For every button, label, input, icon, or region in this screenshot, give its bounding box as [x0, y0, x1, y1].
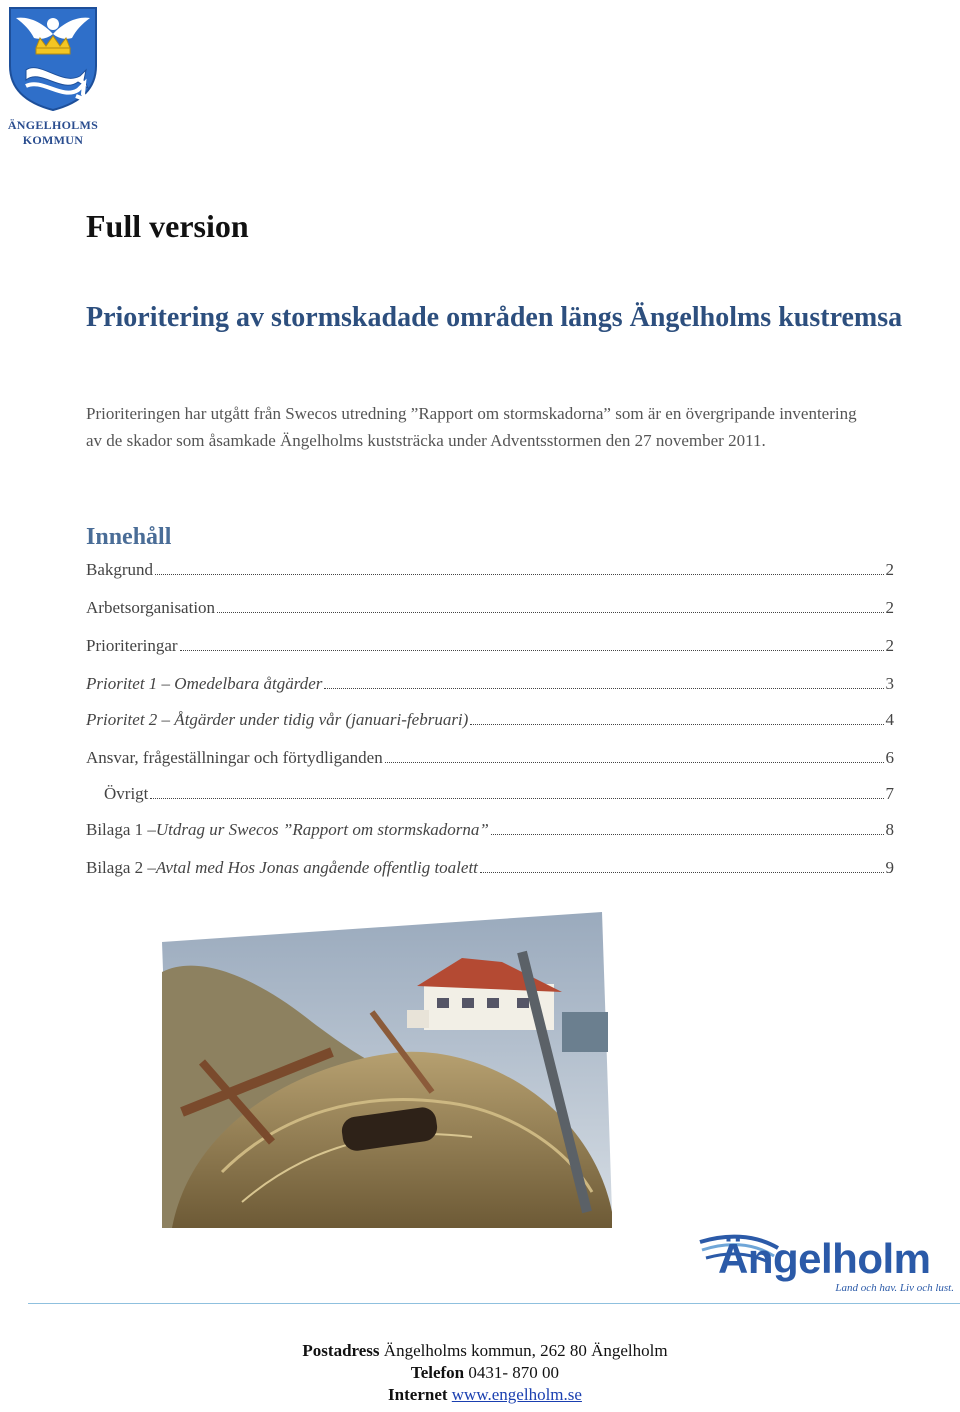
toc-leader: [470, 723, 883, 725]
footer-postal-value: Ängelholms kommun, 262 80 Ängelholm: [383, 1341, 668, 1360]
toc-entry-text: Avtal med Hos Jonas angående offentlig toalett: [155, 858, 478, 877]
footer-web-label: Internet: [388, 1385, 448, 1404]
crest-name-line2: KOMMUN: [22, 133, 84, 147]
toc-leader: [180, 649, 884, 651]
toc-entry-page: 3: [885, 674, 894, 693]
crest-name: [0, 118, 106, 148]
toc-entry-page: 9: [885, 858, 894, 877]
document-version: Full version: [86, 208, 249, 244]
toc-leader: [217, 611, 883, 613]
toc-heading: Innehåll: [86, 524, 172, 550]
footer-contact: [0, 1340, 960, 1406]
toc-entry-prefix: Bilaga 2 –: [86, 858, 156, 877]
toc-entry-text: Prioritet 2 – Åtgärder under tidig vår (januari-februari): [86, 710, 469, 729]
brand-name: Ängelholm: [718, 1235, 931, 1282]
toc-entry-page: 7: [885, 784, 894, 803]
toc-leader: [480, 871, 884, 873]
storm-damage-photo: [162, 912, 612, 1228]
toc-leader: [491, 833, 884, 835]
toc-entry-text: Bakgrund: [86, 560, 154, 579]
toc-entry-ansvar[interactable]: [86, 748, 894, 774]
toc-leader: [385, 761, 884, 763]
toc-entry-prefix: Bilaga 1 –: [86, 820, 156, 839]
brand-tagline: Land och hav. Liv och lust.: [835, 1282, 954, 1294]
footer-phone-value: 0431- 870 00: [468, 1363, 560, 1382]
document-title: Prioritering av stormskadade områden längs Ängelholms kustremsa: [86, 302, 903, 333]
toc-leader: [324, 687, 883, 689]
footer-web: [0, 1384, 960, 1406]
footer-web-link[interactable]: www.engelholm.se: [451, 1385, 582, 1404]
toc-entry-bilaga-1[interactable]: [86, 820, 894, 846]
toc-entry-ovrigt[interactable]: [104, 784, 894, 810]
toc-entry-page: 2: [885, 598, 894, 617]
toc-entry-page: 2: [885, 636, 894, 655]
toc-entry-arbetsorganisation[interactable]: [86, 598, 894, 624]
toc-entry-prioritet-1[interactable]: [86, 674, 894, 700]
toc-entry-page: 4: [885, 710, 894, 729]
toc-leader: [155, 573, 883, 575]
toc-entry-text: Ansvar, frågeställningar och förtydliganden: [86, 748, 383, 767]
toc-entry-bilaga-2[interactable]: [86, 858, 894, 884]
footer-postal: [0, 1340, 960, 1362]
footer-postal-label: Postadress: [302, 1341, 380, 1360]
toc-entry-page: 2: [885, 560, 894, 579]
document-intro: Prioriteringen har utgått från Swecos utredning ”Rapport om stormskadorna” som är en övergripande inventering av de skador som åsamkade Ängelholms kuststräcka under Adventsstormen den 27 november 2011.: [86, 404, 857, 450]
toc-entry-text: Utdrag ur Swecos ”Rapport om stormskadorna”: [155, 820, 489, 839]
toc-entry-text: Prioritet 1 – Omedelbara åtgärder: [86, 674, 323, 693]
toc-leader: [150, 797, 883, 799]
toc-entry-prioriteringar[interactable]: [86, 636, 894, 662]
angelholm-brand-logo: [696, 1228, 958, 1304]
angelholms-kommun-crest-icon: [6, 4, 100, 112]
toc-entry-page: 8: [885, 820, 894, 839]
toc-entry-text: Arbetsorganisation: [86, 598, 216, 617]
footer-divider: [28, 1303, 960, 1304]
toc-entry-page: 6: [885, 748, 894, 767]
footer-phone: [0, 1362, 960, 1384]
toc-entry-text: Övrigt: [104, 784, 149, 803]
crest-name-line1: ÄNGELHOLMS: [7, 118, 99, 132]
toc-entry-text: Prioriteringar: [86, 636, 178, 655]
toc-entry-prioritet-2[interactable]: [86, 710, 894, 736]
footer-phone-label: Telefon: [410, 1363, 465, 1382]
toc-entry-bakgrund[interactable]: [86, 560, 894, 586]
